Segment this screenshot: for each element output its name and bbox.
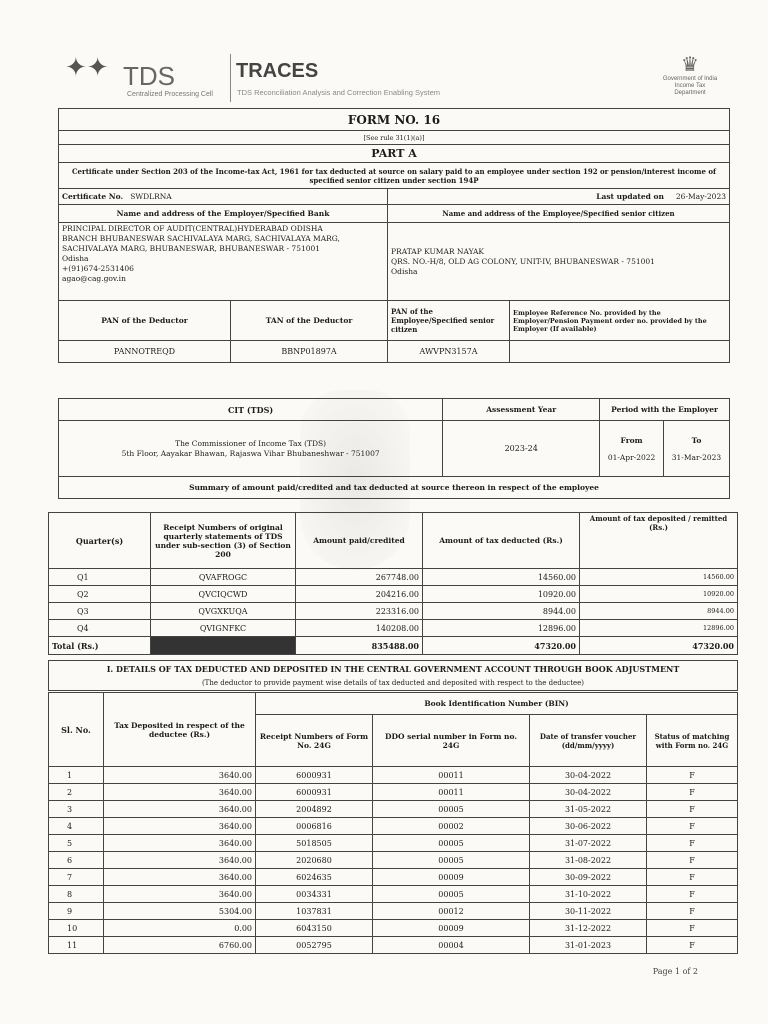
bin-cell: 31-05-2022 [530, 801, 647, 818]
gov-line1: Government of India [662, 76, 718, 82]
section1-heading: I. DETAILS OF TAX DEDUCTED AND DEPOSITED IN THE CENTRAL GOVERNMENT ACCOUNT THROUGH BOOK ADJUSTMENT [49, 661, 738, 677]
summary-cell: 267748.00 [296, 569, 423, 586]
bin-row [49, 835, 738, 852]
total-deposited: 47320.00 [580, 637, 738, 655]
bin-cell: F [647, 801, 738, 818]
summary-cell: Q1 [49, 569, 151, 586]
bin-cell: F [647, 869, 738, 886]
header-divider [230, 54, 231, 102]
bin-header: Tax Deposited in respect of the deductee (Rs.) [104, 693, 256, 767]
last-updated-label: Last updated on [596, 192, 664, 201]
emp-ref-label: Employee Reference No. provided by the Employer/Pension Payment order no. provided by the Employer (If available) [510, 301, 730, 341]
bin-cell: 2004892 [256, 801, 373, 818]
gov-emblem [660, 52, 720, 102]
bin-cell: F [647, 886, 738, 903]
bin-row [49, 801, 738, 818]
tds-swoosh-icon: ✦✦ [65, 53, 109, 83]
bin-header: Date of transfer voucher (dd/mm/yyyy) [530, 715, 647, 767]
ay-label: Assessment Year [443, 399, 600, 421]
bin-cell: 00005 [373, 852, 530, 869]
certificate-text: Certificate under Section 203 of the Income-tax Act, 1961 for tax deducted at source on salary paid to an employee under section 192 or pension/interest income of specified senior citizen under section 194P [59, 163, 730, 189]
tan-deductor: BBNP01897A [231, 341, 388, 363]
bin-row [49, 784, 738, 801]
employee-name: PRATAP KUMAR NAYAK [391, 246, 484, 256]
bin-cell: F [647, 920, 738, 937]
bin-cell: 3640.00 [104, 869, 256, 886]
bin-row [49, 767, 738, 784]
bin-cell: 3640.00 [104, 767, 256, 784]
bin-row [49, 869, 738, 886]
bin-header: Status of matching with Form no. 24G [647, 715, 738, 767]
bin-cell: F [647, 767, 738, 784]
bin-cell: 0034331 [256, 886, 373, 903]
cit-label: CIT (TDS) [59, 399, 443, 421]
bin-cell: 3 [49, 801, 104, 818]
bin-cell: 6760.00 [104, 937, 256, 954]
bin-cell: 30-04-2022 [530, 767, 647, 784]
bin-cell: 00011 [373, 767, 530, 784]
employer-state: Odisha [62, 254, 89, 263]
bin-cell: 5018505 [256, 835, 373, 852]
bin-cell: 00009 [373, 869, 530, 886]
bin-cell: 6000931 [256, 767, 373, 784]
summary-body [49, 569, 738, 637]
last-updated: 26-May-2023 [675, 192, 726, 201]
summary-cell: 140208.00 [296, 620, 423, 637]
bin-cell: 30-04-2022 [530, 784, 647, 801]
bin-table [48, 692, 738, 954]
bin-cell: 00004 [373, 937, 530, 954]
summary-cell: QVAFROGC [151, 569, 296, 586]
summary-cell: 12896.00 [580, 620, 738, 637]
employer-address: PRINCIPAL DIRECTOR OF AUDIT(CENTRAL)HYDERABAD ODISHA BRANCH BHUBANESWAR SACHIVALAYA MARG, SACHIVALAYA MARG, SACHIVALAYA MARG, BHUBANESWAR, BHUBANESWAR - 751001 [62, 224, 340, 253]
bin-cell: 00005 [373, 886, 530, 903]
bin-row [49, 920, 738, 937]
form-title: FORM NO. 16 [59, 109, 730, 131]
employer-header: Name and address of the Employer/Specified Bank [59, 205, 388, 223]
tds-subtitle: Centralized Processing Cell [127, 91, 213, 98]
summary-cell: QVIGNFKC [151, 620, 296, 637]
bin-cell: 1037831 [256, 903, 373, 920]
bin-cell: 5 [49, 835, 104, 852]
page-number: Page 1 of 2 [652, 967, 698, 976]
employee-address-cell [388, 223, 730, 301]
bin-cell: 30-11-2022 [530, 903, 647, 920]
summary-cell: 14560.00 [580, 569, 738, 586]
bin-cell: 8 [49, 886, 104, 903]
pan-employee: AWVPN3157A [388, 341, 510, 363]
to-cell [663, 421, 729, 477]
bin-row [49, 818, 738, 835]
bin-cell: 00002 [373, 818, 530, 835]
cit-table [58, 398, 730, 499]
section1-heading-table [48, 660, 738, 691]
part-title: PART A [59, 145, 730, 163]
bin-row [49, 903, 738, 920]
summary-cell: Q4 [49, 620, 151, 637]
bin-cell: 31-08-2022 [530, 852, 647, 869]
pan-deductor: PANNOTREQD [59, 341, 231, 363]
pan-deductor-label: PAN of the Deductor [59, 301, 231, 341]
summary-cell: 12896.00 [423, 620, 580, 637]
summary-cell: 8944.00 [423, 603, 580, 620]
form-header-table [58, 108, 730, 363]
tds-logo [65, 53, 225, 101]
total-receipt [151, 637, 296, 655]
summary-row [49, 586, 738, 603]
bin-cell: F [647, 818, 738, 835]
bin-cell: 7 [49, 869, 104, 886]
section1-subheading: (The deductor to provide payment wise details of tax deducted and deposited with respect to the deductee) [49, 677, 738, 691]
bin-row [49, 852, 738, 869]
summary-row [49, 569, 738, 586]
bin-row [49, 937, 738, 954]
form-rule: [See rule 31(1)(a)] [59, 131, 730, 145]
bin-cell: 1 [49, 767, 104, 784]
last-updated-cell [388, 189, 730, 205]
summary-cell: QVGXKUQA [151, 603, 296, 620]
bin-cell: F [647, 784, 738, 801]
bin-cell: 31-12-2022 [530, 920, 647, 937]
summary-heading: Summary of amount paid/credited and tax deducted at source thereon in respect of the employee [59, 477, 730, 499]
employer-address-cell [59, 223, 388, 301]
summary-cell: Q2 [49, 586, 151, 603]
summary-header: Amount of tax deposited / remitted (Rs.) [580, 513, 738, 569]
bin-cell: 6000931 [256, 784, 373, 801]
bin-cell: 00005 [373, 835, 530, 852]
bin-cell: 10 [49, 920, 104, 937]
summary-header: Amount paid/credited [296, 513, 423, 569]
summary-table [48, 512, 738, 655]
bin-cell: 6 [49, 852, 104, 869]
cit-address-2: 5th Floor, Aayakar Bhawan, Rajaswa Vihar Bhubaneshwar - 751007 [121, 448, 380, 458]
bin-cell: 31-01-2023 [530, 937, 647, 954]
traces-subtitle: TDS Reconciliation Analysis and Correction Enabling System [237, 88, 441, 97]
pan-employee-label: PAN of the Employee/Specified senior citizen [388, 301, 510, 341]
summary-cell: 10920.00 [580, 586, 738, 603]
bin-header: Sl. No. [49, 693, 104, 767]
cert-no: SWDLRNA [130, 192, 172, 201]
summary-header: Receipt Numbers of original quarterly statements of TDS under sub-section (3) of Section 200 [151, 513, 296, 569]
total-paid: 835488.00 [296, 637, 423, 655]
gov-line2: Income Tax Department [674, 83, 706, 96]
summary-cell: 8944.00 [580, 603, 738, 620]
bin-cell: 3640.00 [104, 784, 256, 801]
bin-cell: 00009 [373, 920, 530, 937]
cit-address-1: The Commissioner of Income Tax (TDS) [175, 438, 327, 448]
bin-cell: 30-06-2022 [530, 818, 647, 835]
bin-cell: 6043150 [256, 920, 373, 937]
bin-cell: F [647, 903, 738, 920]
bin-body [49, 767, 738, 954]
certificate-no-cell [59, 189, 388, 205]
bin-cell: 0006816 [256, 818, 373, 835]
to-date: 31-Mar-2023 [671, 452, 722, 462]
bin-cell: 00011 [373, 784, 530, 801]
employer-phone: +(91)674-2531406 [62, 264, 134, 273]
employer-email: agao@cag.gov.in [62, 274, 126, 283]
bin-cell: 3640.00 [104, 852, 256, 869]
employee-header: Name and address of the Employee/Specified senior citizen [388, 205, 730, 223]
bin-cell: F [647, 937, 738, 954]
bin-cell: 11 [49, 937, 104, 954]
bin-cell: 0.00 [104, 920, 256, 937]
tan-deductor-label: TAN of the Deductor [231, 301, 388, 341]
period-label: Period with the Employer [600, 399, 730, 421]
cit-address-cell [59, 421, 443, 477]
summary-row [49, 603, 738, 620]
bin-cell: F [647, 835, 738, 852]
from-cell [600, 421, 664, 477]
to-label: To [691, 435, 702, 445]
bin-cell: 30-09-2022 [530, 869, 647, 886]
bin-cell: 3640.00 [104, 886, 256, 903]
from-label: From [620, 435, 643, 445]
bin-cell: 9 [49, 903, 104, 920]
summary-cell: 10920.00 [423, 586, 580, 603]
employee-address: QRS. NO.-H/8, OLD AG COLONY, UNIT-IV, BHUBANESWAR - 751001 Odisha [391, 256, 655, 276]
cert-no-label: Certificate No. [62, 192, 124, 201]
bin-cell: 3640.00 [104, 835, 256, 852]
bin-cell: 2 [49, 784, 104, 801]
traces-title: TRACES [236, 60, 319, 82]
summary-cell: Q3 [49, 603, 151, 620]
national-emblem-icon: ♛ [681, 52, 699, 76]
summary-cell: QVCIQCWD [151, 586, 296, 603]
bin-cell: 3640.00 [104, 818, 256, 835]
bin-cell: 4 [49, 818, 104, 835]
summary-cell: 14560.00 [423, 569, 580, 586]
total-label: Total (Rs.) [49, 637, 151, 655]
bin-header: DDO serial number in Form no. 24G [373, 715, 530, 767]
summary-row [49, 620, 738, 637]
bin-header: Receipt Numbers of Form No. 24G [256, 715, 373, 767]
total-deducted: 47320.00 [423, 637, 580, 655]
bin-cell: 5304.00 [104, 903, 256, 920]
bin-cell: 2020680 [256, 852, 373, 869]
bin-cell: 0052795 [256, 937, 373, 954]
summary-header: Quarter(s) [49, 513, 151, 569]
summary-cell: 223316.00 [296, 603, 423, 620]
bin-cell: 6024635 [256, 869, 373, 886]
tds-logo-text: TDS [123, 61, 175, 91]
bin-cell: 00005 [373, 801, 530, 818]
bin-cell: 00012 [373, 903, 530, 920]
bin-label: Book Identification Number (BIN) [256, 693, 738, 715]
from-date: 01-Apr-2022 [607, 452, 656, 462]
bin-cell: 3640.00 [104, 801, 256, 818]
emp-ref [510, 341, 730, 363]
page-header [60, 48, 740, 108]
summary-cell: 204216.00 [296, 586, 423, 603]
summary-total-row [49, 637, 738, 655]
bin-cell: 31-10-2022 [530, 886, 647, 903]
bin-cell: F [647, 852, 738, 869]
ay-value: 2023-24 [443, 421, 600, 477]
summary-header: Amount of tax deducted (Rs.) [423, 513, 580, 569]
bin-cell: 31-07-2022 [530, 835, 647, 852]
bin-row [49, 886, 738, 903]
